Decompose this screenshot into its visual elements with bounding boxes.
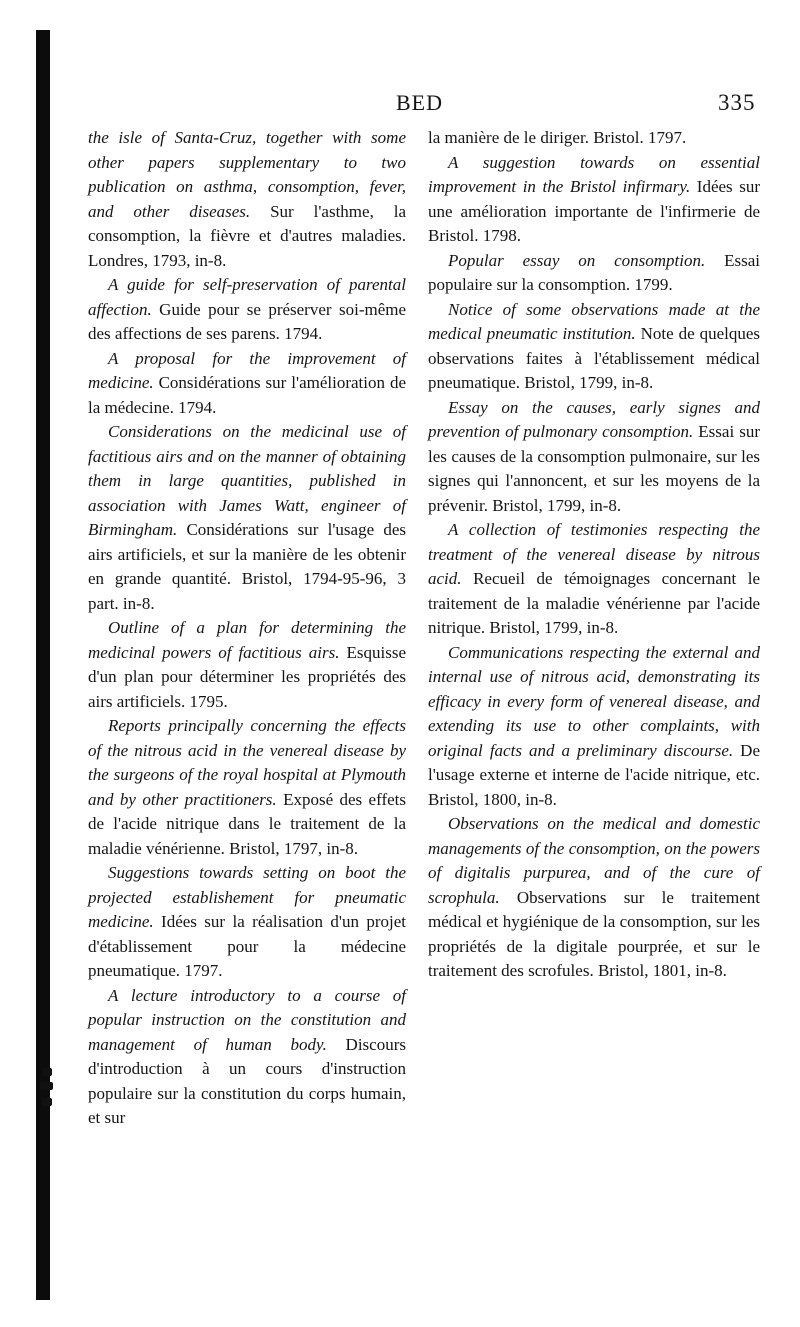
- bibliography-entry: [428, 126, 760, 151]
- english-title: Considerations on the medicinal use of factitious airs and on the manner of obtaining them in large quantities, published in association with James Watt, engineer of Birmingham.: [88, 422, 406, 539]
- bibliography-entry: [428, 298, 760, 396]
- french-description: Essai populaire sur la consomption. 1799.: [428, 250, 760, 294]
- english-title: Reports principally concerning the effects of the nitrous acid in the venereal disease by the surgeons of the royal hospital at Plymouth and by other practitioners.: [88, 716, 406, 809]
- french-description: Note de quelques observations faites à l'établissement médical pneumatique. Bristol, 1799, in-8.: [428, 324, 760, 392]
- english-title: Popular essay on consomption.: [448, 250, 706, 270]
- binding-speck: [42, 1098, 52, 1106]
- french-description: Considérations sur l'usage des airs artificiels, et sur la manière de les obtenir en grande quantité. Bristol, 1794-95-96, 3 part. in-8.: [88, 520, 406, 613]
- french-description: Exposé des effets de l'acide nitrique dans le traitement de la maladie vénérienne. Bristol, 1797, in-8.: [88, 789, 407, 858]
- bibliography-entry: [428, 518, 760, 641]
- french-description: Considérations sur l'amélioration de la médecine. 1794.: [88, 373, 406, 417]
- bibliography-entry: [88, 420, 406, 616]
- page-binding-edge: [36, 30, 50, 1300]
- bibliography-entry: [428, 249, 760, 298]
- french-description: Observations sur le traitement médical et hygiénique de la consomption, sur les propriétés de la digitale pourprée, et sur le traitement des scrofules. Bristol, 1801, in-8.: [428, 887, 761, 980]
- english-title: Notice of some observations made at the medical pneumatic institution.: [428, 299, 760, 343]
- french-description: Essai sur les causes de la consomption pulmonaire, sur les signes qui l'annoncent, et sur les moyens de la prévenir. Bristol, 1799, in-8.: [428, 422, 760, 515]
- french-description: Sur l'asthme, la consomption, la fièvre et d'autres maladies. Londres, 1793, in-8.: [88, 201, 407, 270]
- bibliography-entry: [88, 347, 406, 421]
- english-title: Communications respecting the external and internal use of nitrous acid, demonstrating its efficacy in every form of venereal disease, and extending its use to other complaints, with original facts and a preliminary discourse.: [428, 642, 760, 760]
- bibliography-entry: [428, 151, 760, 249]
- english-title: A proposal for the improvement of medicine.: [88, 348, 406, 392]
- bibliography-entry: [428, 641, 760, 813]
- running-head: [0, 90, 800, 120]
- bibliography-entry: [88, 126, 406, 273]
- french-description: Discours d'introduction à un cours d'instruction populaire sur la constitution du corps humain, et sur: [88, 1034, 406, 1127]
- bibliography-entry: [428, 396, 760, 519]
- french-description: la manière de le diriger. Bristol. 1797.: [428, 128, 687, 147]
- french-description: Idées sur la réalisation d'un projet d'établissement pour la médecine pneumatique. 1797.: [88, 912, 407, 980]
- right-column: [428, 126, 760, 984]
- left-column: [88, 126, 406, 1131]
- english-title: the isle of Santa-Cruz, together with some other papers supplementary to two publication on asthma, consomption, fever, and other diseases.: [88, 128, 406, 221]
- bibliography-entry: [88, 861, 406, 984]
- binding-speck: [40, 1082, 53, 1090]
- binding-speck: [42, 1068, 52, 1076]
- french-description: Esquisse d'un plan pour déterminer les propriétés des airs artificiels. 1795.: [88, 642, 407, 711]
- running-title: BED: [396, 90, 443, 115]
- english-title: A lecture introductory to a course of popular instruction on the constitution and management of human body.: [88, 985, 406, 1054]
- english-title: Essay on the causes, early signes and prevention of pulmonary consomption.: [428, 397, 760, 441]
- english-title: A suggestion towards on essential improvement in the Bristol infirmary.: [428, 152, 760, 196]
- french-description: Recueil de témoignages concernant le traitement de la maladie vénérienne par l'acide nitrique. Bristol, 1799, in-8.: [428, 569, 760, 637]
- page-number: 335: [718, 90, 756, 115]
- english-title: A guide for self-preservation of parental affection.: [88, 275, 406, 319]
- english-title: Suggestions towards setting on boot the projected establishement for pneumatic medicine.: [88, 863, 406, 931]
- bibliography-entry: [88, 616, 406, 714]
- bibliography-entry: [88, 984, 406, 1131]
- bibliography-entry: [88, 273, 406, 347]
- bibliography-entry: [88, 714, 406, 861]
- english-title: A collection of testimonies respecting the treatment of the venereal disease by nitrous acid.: [428, 520, 760, 588]
- french-description: Guide pour se préserver soi-même des affections de ses parens. 1794.: [88, 299, 407, 343]
- bibliography-entry: [428, 812, 760, 984]
- english-title: Outline of a plan for determining the medicinal powers of factitious airs.: [88, 618, 406, 662]
- french-description: Idées sur une amélioration importante de l'infirmerie de Bristol. 1798.: [428, 177, 761, 245]
- english-title: Observations on the medical and domestic managements of the consomption, on the powers of digitalis purpurea, and of the cure of scrophula.: [428, 814, 760, 907]
- french-description: De l'usage externe et interne de l'acide nitrique, etc. Bristol, 1800, in-8.: [428, 740, 760, 809]
